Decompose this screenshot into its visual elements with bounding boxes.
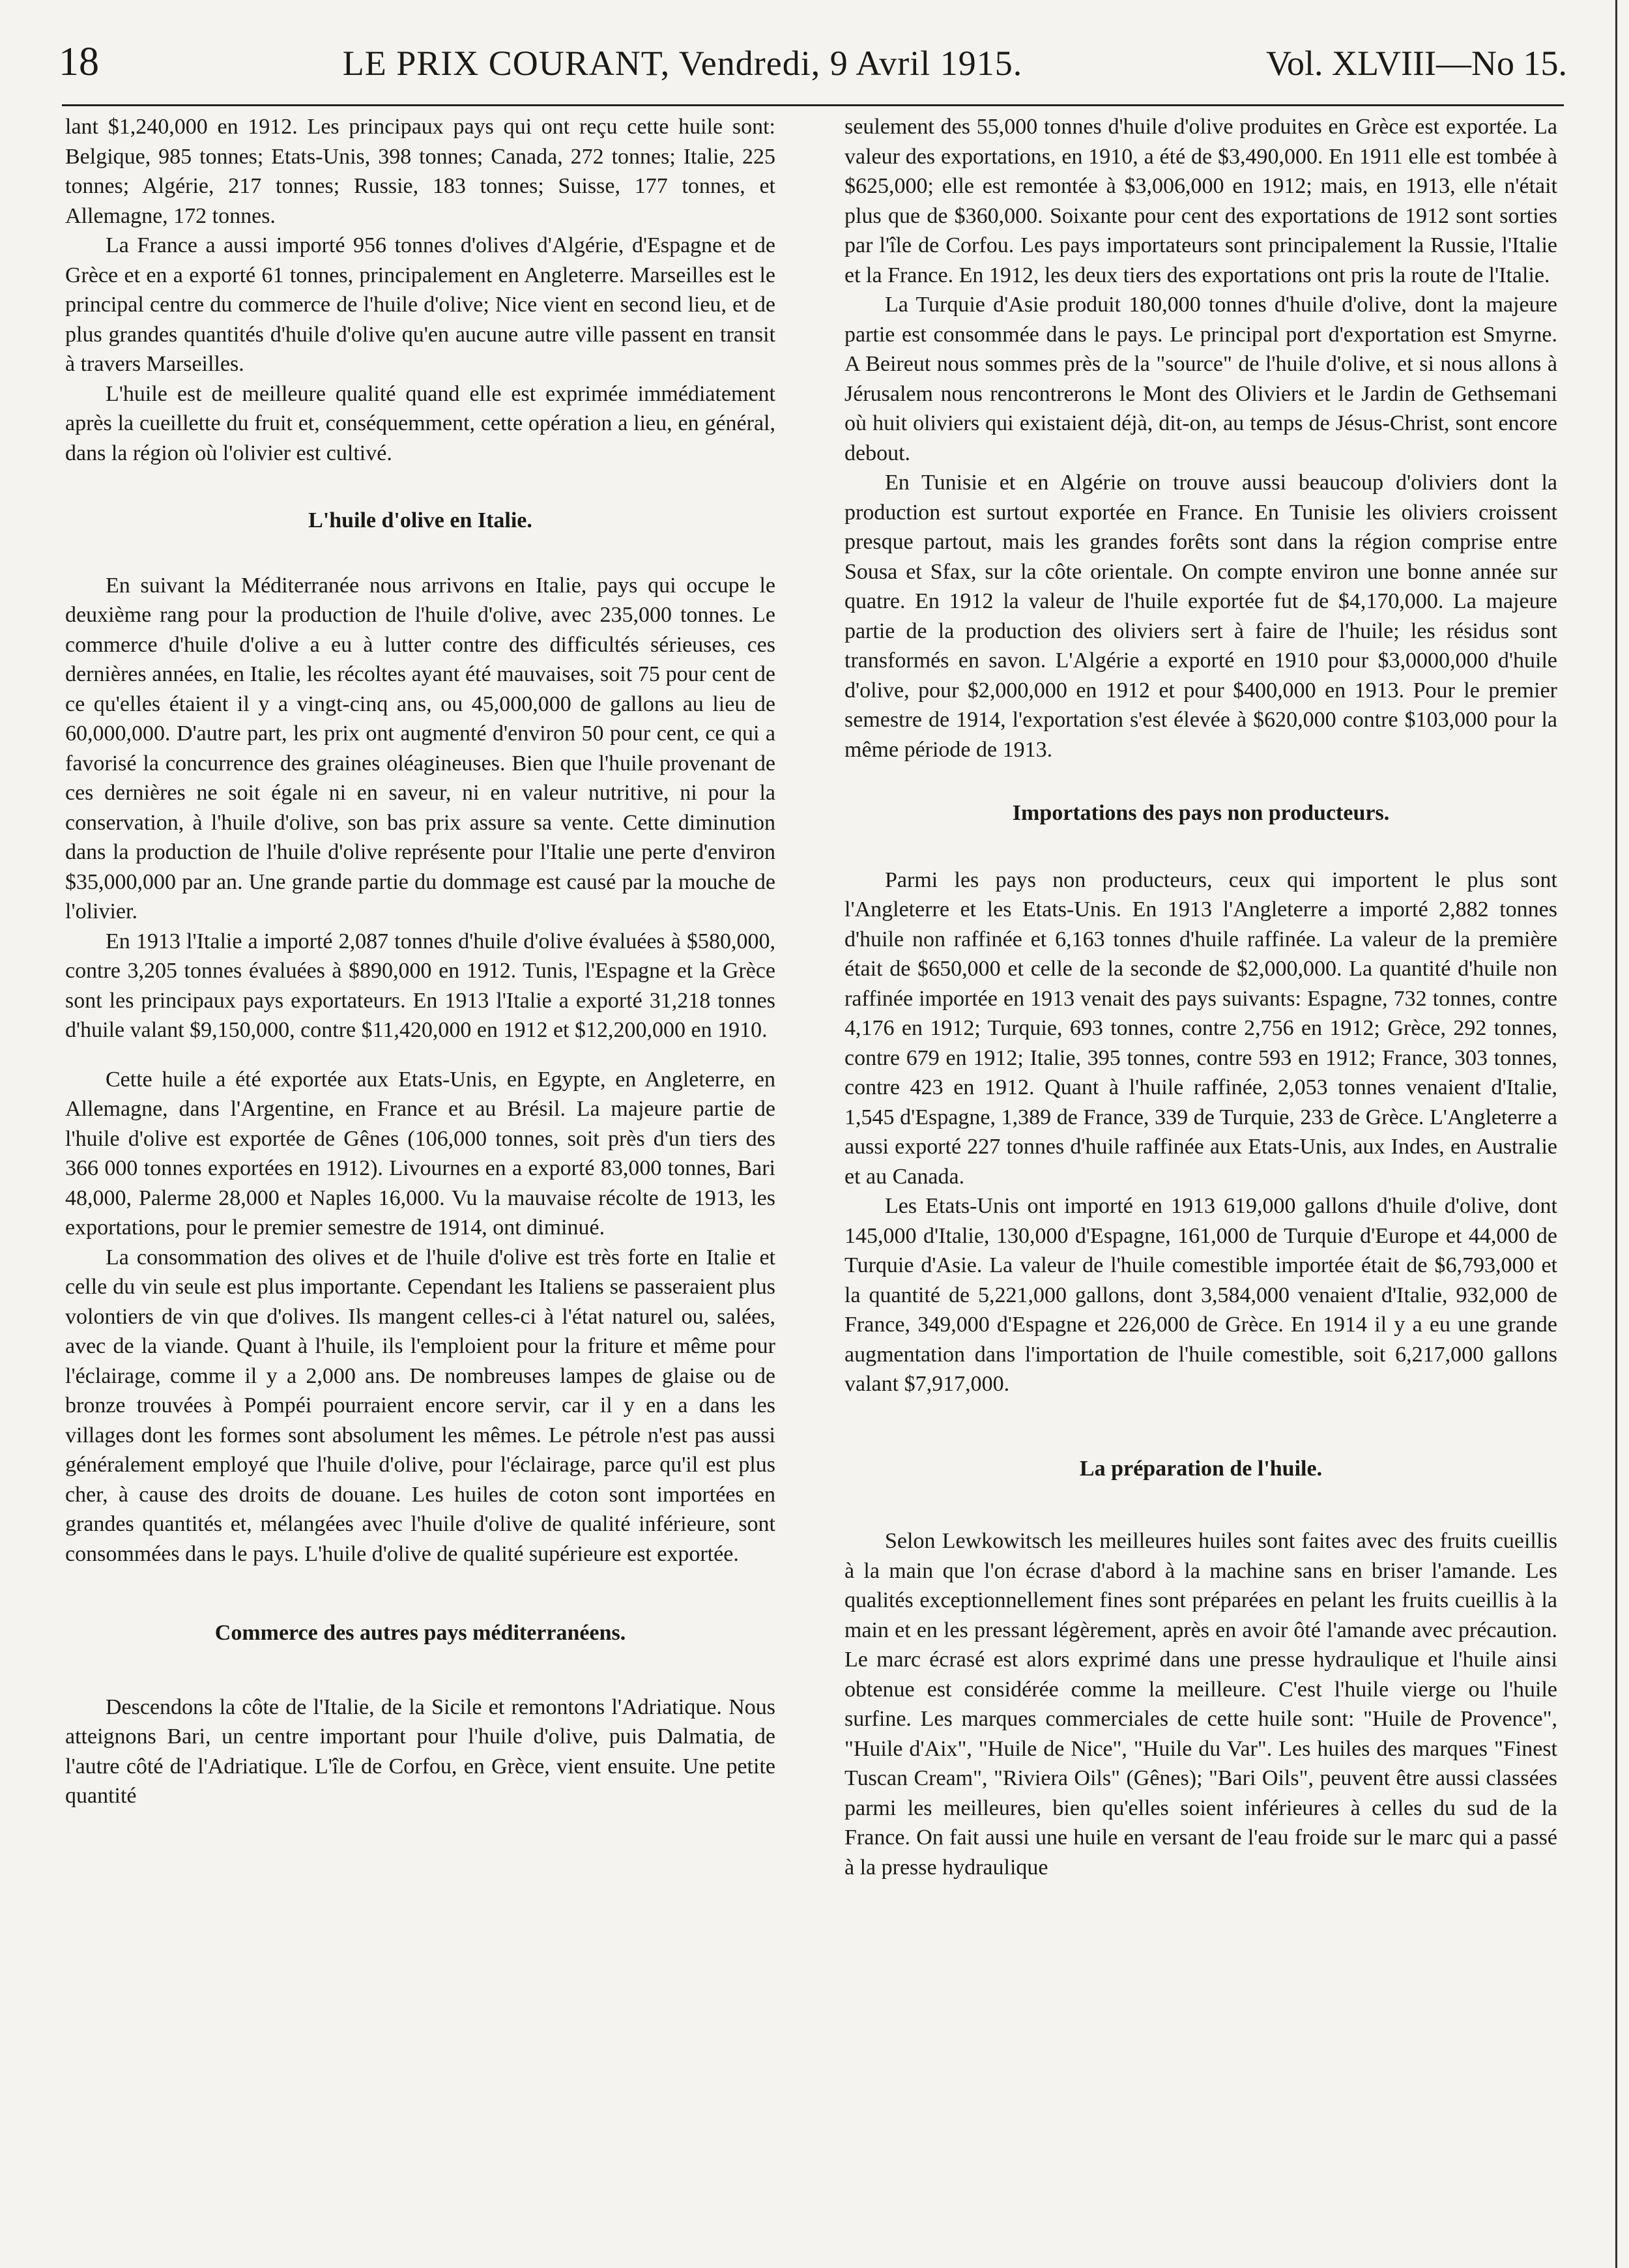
right-column (844, 112, 1557, 1882)
paragraph: Les Etats-Unis ont importé en 1913 619,000 gallons d'huile d'olive, dont 145,000 d'Italie, 130,000 d'Espagne, 161,000 de Turquie d'Europe et 44,000 de Turquie d'Asie. La valeur de l'huile comestible importée était de $6,793,000 et la quantité de 5,221,000 gallons, dont 3,584,000 venaient d'Italie, 932,000 de France, 349,000 d'Espagne et 226,000 de Grèce. En 1914 il y a eu une grande augmentation dans l'importation de l'huile comestible, soit 6,217,000 gallons valant $7,917,000. (844, 1194, 1557, 1396)
paragraph: La France a aussi importé 956 tonnes d'olives d'Algérie, d'Espagne et de Grèce et en a exporté 61 tonnes, principalement en Angleterre. Marseilles est le principal centre du commerce de l'huile d'olive; Nice vient en second lieu, et de plus grandes quantités d'huile d'olive qu'en aucune autre ville passent en transit à travers Marseilles. (65, 233, 775, 376)
paragraph: En Tunisie et en Algérie on trouve aussi beaucoup d'oliviers dont la production est surtout exportée en France. En Tunisie les oliviers croissent presque partout, mais les grandes forêts sont dans la région comprise entre Sousa et Sfax, sur la côte orientale. On compte environ une bonne année sur quatre. En 1912 la valeur de l'huile exportée fut de $4,170,000. La majeure partie de la production des oliviers sert à faire de l'huile; les résidus sont transformés en savon. L'Algérie a exporté en 1910 pour $3,0000,000 d'huile d'olive, pour $2,000,000 en 1912 et pour $400,000 en 1913. Pour le premier semestre de 1914, l'exportation s'est élevée à $620,000 contre $103,000 pour la même période de 1913. (844, 471, 1557, 762)
page-number: 18 (59, 40, 99, 84)
page-header (59, 39, 1567, 98)
header-rule (62, 104, 1564, 106)
paragraph: lant $1,240,000 en 1912. Les principaux pays qui ont reçu cette huile sont: Belgique, 985 tonnes; Etats-Unis, 398 tonnes; Canada, 272 tonnes; Italie, 225 tonnes; Algérie, 217 tonnes; Russie, 183 tonnes; Suisse, 177 tonnes, et Allemagne, 172 tonnes. (65, 115, 775, 228)
paragraph: Selon Lewkowitsch les meilleures huiles sont faites avec des fruits cueillis à la main que l'on écrase d'abord à la machine sans en briser l'amande. Les qualités exceptionnellement fines sont préparées en pelant les fruits cueillis à la main et en les pressant légèrement, après en avoir ôté l'amande avec précaution. Le marc écrasé est alors exprimé dans une presse hydraulique et l'huile ainsi obtenue est considérée comme la meilleure. C'est l'huile vierge ou l'huile surfine. Les marques commerciales de cette huile sont: "Huile de Provence", "Huile d'Aix", "Huile de Nice", "Huile du Var". Les huiles des marques "Finest Tuscan Cream", "Riviera Oils" (Gênes); "Bari Oils", peuvent être aussi classées parmi les meilleures, bien qu'elles soient inférieures à celles du sud de la France. On fait aussi une huile en versant de l'eau froide sur le marc qui a passé à la presse hydraulique (844, 1529, 1557, 1880)
masthead-title: LE PRIX COURANT, Vendredi, 9 Avril 1915. (342, 44, 1023, 83)
paragraph: seulement des 55,000 tonnes d'huile d'olive produites en Grèce est exportée. La valeur des exportations, en 1910, a été de $3,490,000. En 1911 elle est tombée à $625,000; elle est remontée à $3,006,000 en 1912; mais, en 1913, elle n'était plus que de $360,000. Soixante pour cent des exportations de 1912 sont sorties par l'île de Corfou. Les pays importateurs sont principalement la Russie, l'Italie et la France. En 1912, les deux tiers des exportations ont pris la route de l'Italie. (844, 115, 1557, 287)
section-heading: L'huile d'olive en Italie. (308, 508, 532, 532)
volume-number: Vol. XLVIII—No 15. (1265, 44, 1567, 83)
paragraph: La consommation des olives et de l'huile d'olive est très forte en Italie et celle du vin seule est plus importante. Cependant les Italiens se passeraient plus volontiers de vin que d'olives. Ils mangent celles-ci à l'état naturel ou, salées, avec de la viande. Quant à l'huile, ils l'emploient pour la friture et même pour l'éclairage, comme il y a 2,000 ans. De nombreuses lampes de glaise ou de bronze trouvées à Pompéi pourraient encore servir, car il y en a dans les villages dont les formes sont absolument les mêmes. Le pétrole n'est pas aussi généralement employé que l'huile d'olive, pour l'éclairage, parce qu'il est plus cher, à cause des droits de douane. Les huiles de coton sont importées en grandes quantités et, mélangées avec l'huile d'olive de qualité inférieure, sont consommées dans le pays. L'huile d'olive de qualité supérieure est exportée. (65, 1245, 775, 1566)
paragraph: L'huile est de meilleure qualité quand elle est exprimée immédiatement après la cueillette du fruit et, conséquemment, cette opération a lieu, en général, dans la région où l'olivier est cultivé. (65, 381, 775, 465)
left-column (65, 112, 775, 1811)
paragraph: En 1913 l'Italie a importé 2,087 tonnes d'huile d'olive évaluées à $580,000, contre 3,205 tonnes évaluées à $890,000 en 1912. Tunis, l'Espagne et la Grèce sont les principaux pays exportateurs. En 1913 l'Italie a exporté 31,218 tonnes d'huile valant $9,150,000, contre $11,420,000 en 1912 et $12,200,000 en 1910. (65, 929, 775, 1042)
paragraph: Cette huile a été exportée aux Etats-Unis, en Egypte, en Angleterre, en Allemagne, dans l'Argentine, en France et au Brésil. La majeure partie de l'huile d'olive est exportée de Gênes (106,000 tonnes, soit près d'un tiers des 366 000 tonnes exportées en 1912). Livournes en a exporté 83,000 tonnes, Bari 48,000, Palerme 28,000 et Naples 16,000. Vu la mauvaise récolte de 1913, les exportations, pour le premier semestre de 1914, ont diminué. (65, 1067, 775, 1240)
paragraph: La Turquie d'Asie produit 180,000 tonnes d'huile d'olive, dont la majeure partie est consommée dans le pays. Le principal port d'exportation est Smyrne. A Beireut nous sommes près de la "source" de l'huile d'olive, et si nous allons à Jérusalem nous rencontrerons le Mont des Oliviers et le Jardin de Gethsemani où huit oliviers qui existaient déjà, dit-on, au temps de Jésus-Christ, sont encore debout. (844, 293, 1557, 465)
section-heading: La préparation de l'huile. (1079, 1456, 1323, 1481)
page-edge-line (1615, 0, 1617, 2268)
paragraph: Parmi les pays non producteurs, ceux qui importent le plus sont l'Angleterre et les Etats-Unis. En 1913 l'Angleterre a importé 2,882 tonnes d'huile non raffinée et 6,163 tonnes d'huile raffinée. La valeur de la première était de $650,000 et celle de la seconde de $2,000,000. La quantité d'huile non raffinée importée en 1913 venait des pays suivants: Espagne, 732 tonnes, contre 4,176 en 1912; Turquie, 693 tonnes, contre 2,756 en 1912; Grèce, 292 tonnes, contre 679 en 1912; Italie, 395 tonnes, contre 593 en 1912; France, 303 tonnes, contre 423 en 1912. Quant à l'huile raffinée, 2,053 tonnes venaient d'Italie, 1,545 d'Espagne, 1,389 de France, 339 de Turquie, 233 de Grèce. L'Angleterre a aussi exporté 227 tonnes d'huile raffinée aux Etats-Unis, aux Indes, en Australie et au Canada. (844, 867, 1557, 1189)
paragraph: En suivant la Méditerranée nous arrivons en Italie, pays qui occupe le deuxième rang pour la production de l'huile d'olive, avec 235,000 tonnes. Le commerce d'huile d'olive a eu à lutter contre des difficultés sérieuses, ces dernières années, en Italie, les récoltes ayant été mauvaises, soit 75 pour cent de ce qu'elles étaient il y a vingt-cinq ans, ou 45,000,000 de gallons au lieu de 60,000,000. D'autre part, les prix ont augmenté d'environ 50 pour cent, ce qui a favorisé la concurrence des graines oléagineuses. Bien que l'huile provenant de ces dernières ne soit égale ni en saveur, ni en valeur nutritive, ni pour la conservation, à l'huile d'olive, son bas prix assure sa vente. Cette diminution dans la production de l'huile d'olive représente pour l'Italie une perte d'environ $35,000,000 par an. Une grande partie du dommage est causé par la mouche de l'olivier. (65, 573, 775, 923)
section-heading: Commerce des autres pays méditerranéens. (214, 1621, 626, 1645)
section-heading: Importations des pays non producteurs. (1012, 801, 1390, 825)
paragraph: Descendons la côte de l'Italie, de la Sicile et remontons l'Adriatique. Nous atteignons Bari, un centre important pour l'huile d'olive, puis Dalmatia, de l'autre côté de l'Adriatique. L'île de Corfou, en Grèce, vient ensuite. Une petite quantité (65, 1694, 775, 1808)
